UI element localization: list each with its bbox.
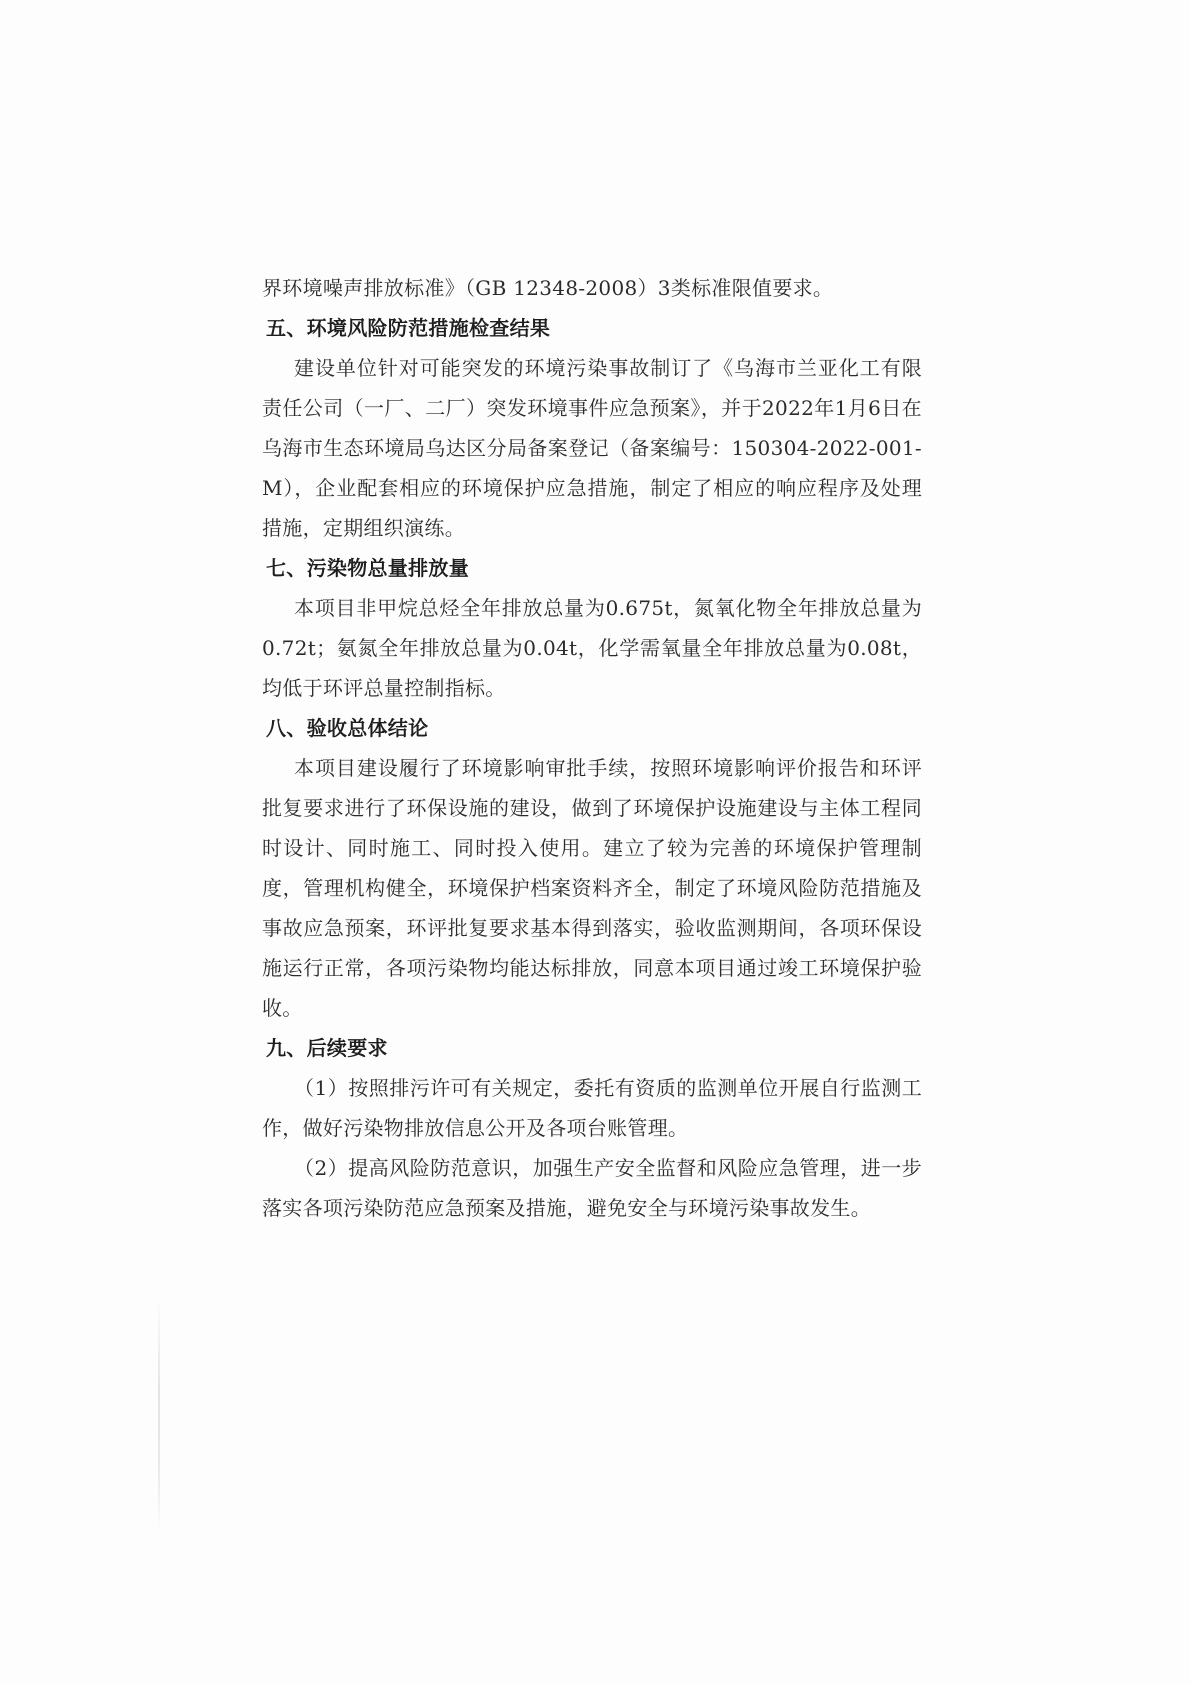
section-paragraph: 本项目非甲烷总烃全年排放总量为0.675t，氮氧化物全年排放总量为0.72t；氨氮全年排放总量为0.04t，化学需氧量全年排放总量为0.08t，均低于环评总量控制指标。 <box>262 596 922 700</box>
scan-edge-shadow <box>158 1290 160 1540</box>
section-paragraph: 建设单位针对可能突发的环境污染事故制订了《乌海市兰亚化工有限责任公司（一厂、二厂）突发环境事件应急预案》，并于2022年1月6日在乌海市生态环境局乌达区分局备案登记（备案编号：150304-2022-001-M），企业配套相应的环境保护应急措施，制定了相应的响应程序及处理措施，定期组织演练。 <box>262 356 922 540</box>
requirement-item-1: （1）按照排污许可有关规定，委托有资质的监测单位开展自行监测工作，做好污染物排放信息公开及各项台账管理。 <box>262 1076 922 1140</box>
section-heading-acceptance-conclusion: 八、验收总体结论 <box>266 716 429 740</box>
continuation-paragraph: 界环境噪声排放标准》（GB 12348-2008）3类标准限值要求。 <box>262 276 834 300</box>
section-paragraph: 本项目建设履行了环境影响审批手续，按照环境影响评价报告和环评批复要求进行了环保设施的建设，做到了环境保护设施建设与主体工程同时设计、同时施工、同时投入使用。建立了较为完善的环境保护管理制度，管理机构健全，环境保护档案资料齐全，制定了环境风险防范措施及事故应急预案，环评批复要求基本得到落实，验收监测期间，各项环保设施运行正常，各项污染物均能达标排放，同意本项目通过竣工环境保护验收。 <box>262 756 922 1020</box>
section-heading-risk-prevention: 五、环境风险防范措施检查结果 <box>266 316 551 340</box>
requirement-item-2: （2）提高风险防范意识，加强生产安全监督和风险应急管理，进一步落实各项污染防范应急预案及措施，避免安全与环境污染事故发生。 <box>262 1156 922 1220</box>
document-body <box>262 268 922 1228</box>
section-heading-follow-up-requirements: 九、后续要求 <box>266 1036 388 1060</box>
section-heading-pollutant-total: 七、污染物总量排放量 <box>266 556 469 580</box>
